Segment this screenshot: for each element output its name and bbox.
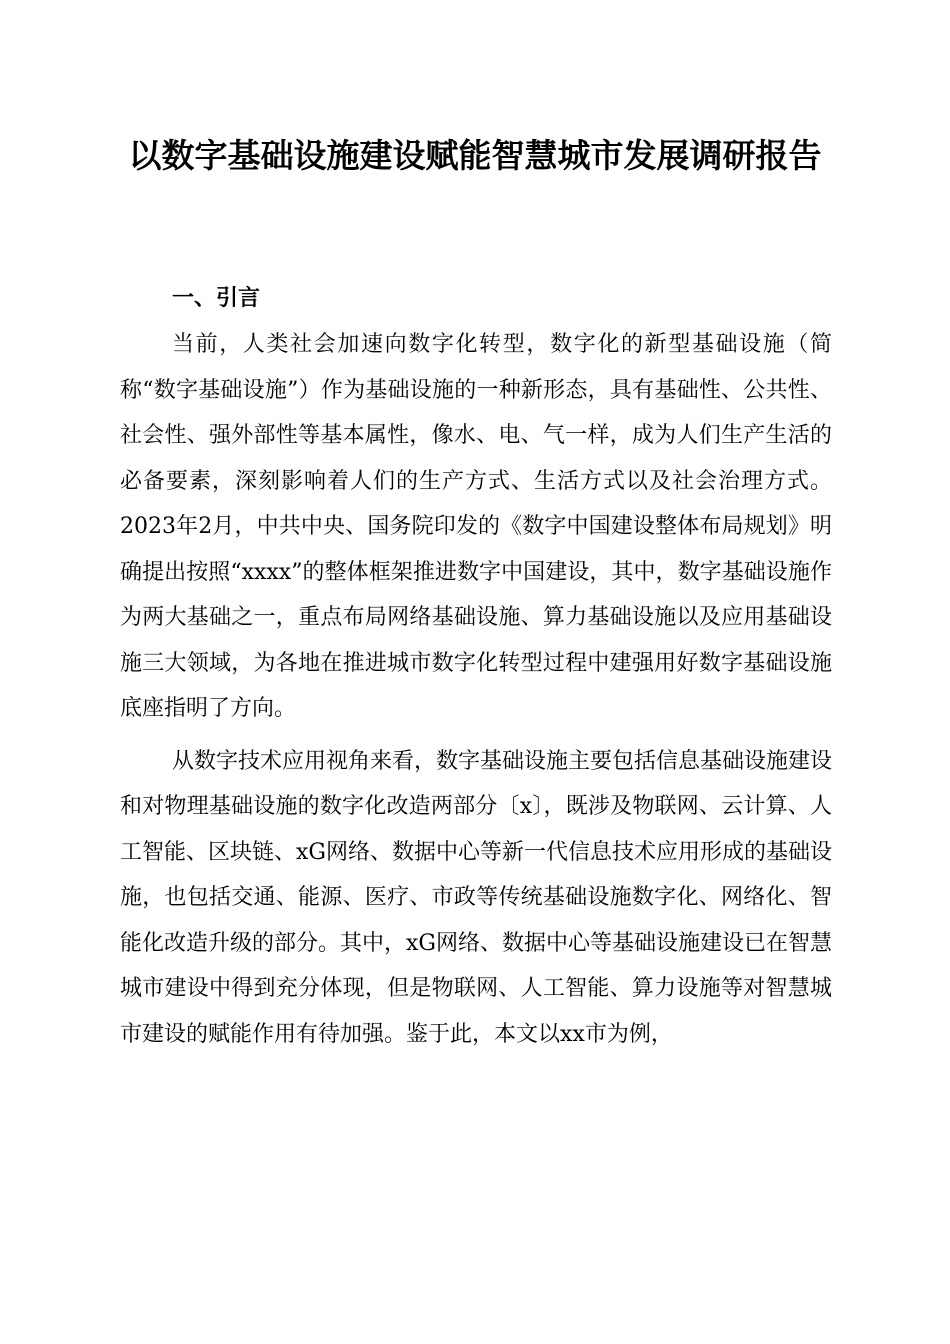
document-body bbox=[120, 276, 832, 1057]
paragraph-2: 从数字技术应用视角来看，数字基础设施主要包括信息基础设施建设和对物理基础设施的数字化改造两部分〔x〕，既涉及物联网、云计算、人工智能、区块链、xG网络、数据中心等新一代信息技术应用形成的基础设施，也包括交通、能源、医疗、市政等传统基础设施数字化、网络化、智能化改造升级的部分。其中，xG网络、数据中心等基础设施建设已在智慧城市建设中得到充分体现，但是物联网、人工智能、算力设施等对智慧城市建设的赋能作用有待加强。鉴于此，本文以xx市为例， bbox=[120, 748, 833, 1047]
section-heading: 一、引言 bbox=[172, 286, 261, 311]
document-title: 以数字基础设施建设赋能智慧城市发展调研报告 bbox=[128, 136, 822, 175]
paragraph-1: 当前，人类社会加速向数字化转型，数字化的新型基础设施（简称“数字基础设施”）作为基础设施的一种新形态，具有基础性、公共性、社会性、强外部性等基本属性，像水、电、气一样，成为人们生产生活的必备要素，深刻影响着人们的生产方式、生活方式以及社会治理方式。2023年2月，中共中央、国务院印发的《数字中国建设整体布局规划》明确提出按照“xxxx”的整体框架推进数字中国建设，其中，数字基础设施作为两大基础之一，重点布局网络基础设施、算力基础设施以及应用基础设施三大领域，为各地在推进城市数字化转型过程中建强用好数字基础设施底座指明了方向。 bbox=[120, 332, 832, 721]
